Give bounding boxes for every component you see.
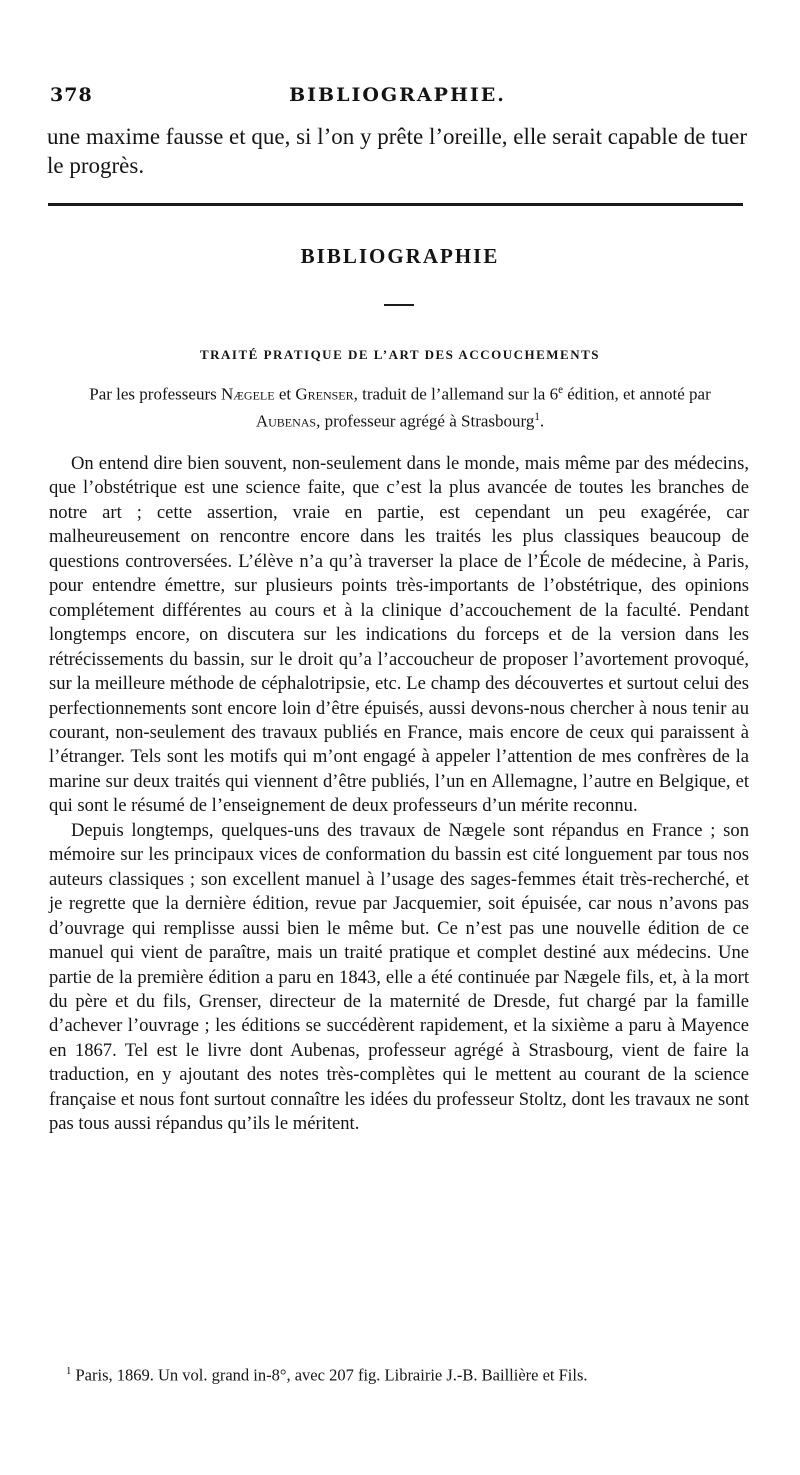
byline-prefix: Par les professeurs [89,384,221,404]
paragraph-1: On entend dire bien souvent, non-seulement dans le monde, mais même par des médecins, que l’obstétrique est une science faite, que c’est la plus avancée de toutes les branches de notre art ; cette assertion, vraie en partie, est cependant un peu exagérée, car malheureusement on rencontre encore dans les traités les plus classiques beaucoup de questions controversées. L’élève n’a qu’à traverser la place de l’École de médecine, à Paris, pour entendre émettre, sur plusieurs points très-importants de l’obstétrique, des opinions complétement différentes au cours et à la clinique d’accouchement de la faculté. Pendant longtemps encore, on discutera sur les indications du forceps et de la version dans les rétrécissements du bassin, sur le droit qu’a l’accoucheur de proposer l’avortement provoqué, sur la meilleure méthode de céphalotripsie, etc. Le champ des découvertes et surtout celui des perfectionnements sont encore loin d’être épuisés, aussi devons-nous chercher à nous tenir au courant, non-seulement des travaux publiés en France, mais encore de ceux qui paraissent à l’étranger. Tels sont les motifs qui m’ont engagé à appeler l’attention de mes confrères de la marine sur deux traités qui viennent d’être publiés, l’un en Allemagne, l’autre en Belgique, et qui sont le résumé de l’enseignement de deux professeurs d’un mérite reconnu. [49,453,749,817]
running-title: BIBLIOGRAPHIE. [289,84,506,106]
running-header [50,84,745,108]
byline-mid2: édition, et annoté par [562,384,711,404]
footnote-reference: 1 [534,410,540,423]
intro-text: une maxime fausse et que, si l’on y prête l’oreille, elle serait capable de tuer le progrès. [47,124,747,178]
footnote-marker: 1 [66,1365,72,1377]
byline-and: et [274,384,296,404]
page-number: 378 [50,84,93,106]
footnote-text: Paris, 1869. Un vol. grand in-8°, avec 207 fig. Librairie J.-B. Baillière et Fils. [71,1365,588,1385]
byline-mid: , traduit de l’allemand sur la 6 [353,384,559,404]
section-divider [48,203,743,206]
title-dash [384,304,414,306]
byline-end: , professeur agrégé à Strasbourg [316,411,535,431]
author-naegele: Nægele [220,384,275,404]
paragraph-2: Depuis longtemps, quelques-uns des travaux de Nægele sont répandus en France ; son mémoire sur les principaux vices de conformation du bassin est cité longuement par tous nos auteurs classiques ; son excellent manuel à l’usage des sages-femmes était très-recherché, et je regrette que la dernière édition, revue par Jacquemier, soit épuisée, car nous n’avons pas d’ouvrage qui remplisse aussi bien le même but. Ce n’est pas une nouvelle édition de ce manuel qui vient de paraître, mais un traité pratique et complet destiné aux médecins. Une partie de la première édition a paru en 1843, elle a été continuée par Nægele fils, et, à la mort du père et du fils, Grenser, directeur de la maternité de Dresde, fut chargé par la famille d’achever l’ouvrage ; les éditions se succédèrent rapidement, et la sixième a paru à Mayence en 1867. Tel est le livre dont Aubenas, professeur agrégé à Strasbourg, vient de faire la traduction, en y ajoutant des notes très-complètes qui le mettent au courant de la science française et nous font surtout connaître les idées du professeur Stoltz, dont les travaux ne sont pas tous aussi répandus qu’ils le méritent. [49,819,749,1135]
book-byline [60,379,740,432]
section-title: BIBLIOGRAPHIE [300,244,500,268]
author-grenser: Grenser [295,384,354,404]
translator-aubenas: Aubenas [255,411,317,431]
book-title: TRAITÉ PRATIQUE DE L’ART DES ACCOUCHEMENTS [199,347,600,362]
byline-period: . [539,411,545,431]
article-body [49,452,749,1137]
footnote [66,1360,756,1387]
edition-superscript: e [558,384,563,396]
